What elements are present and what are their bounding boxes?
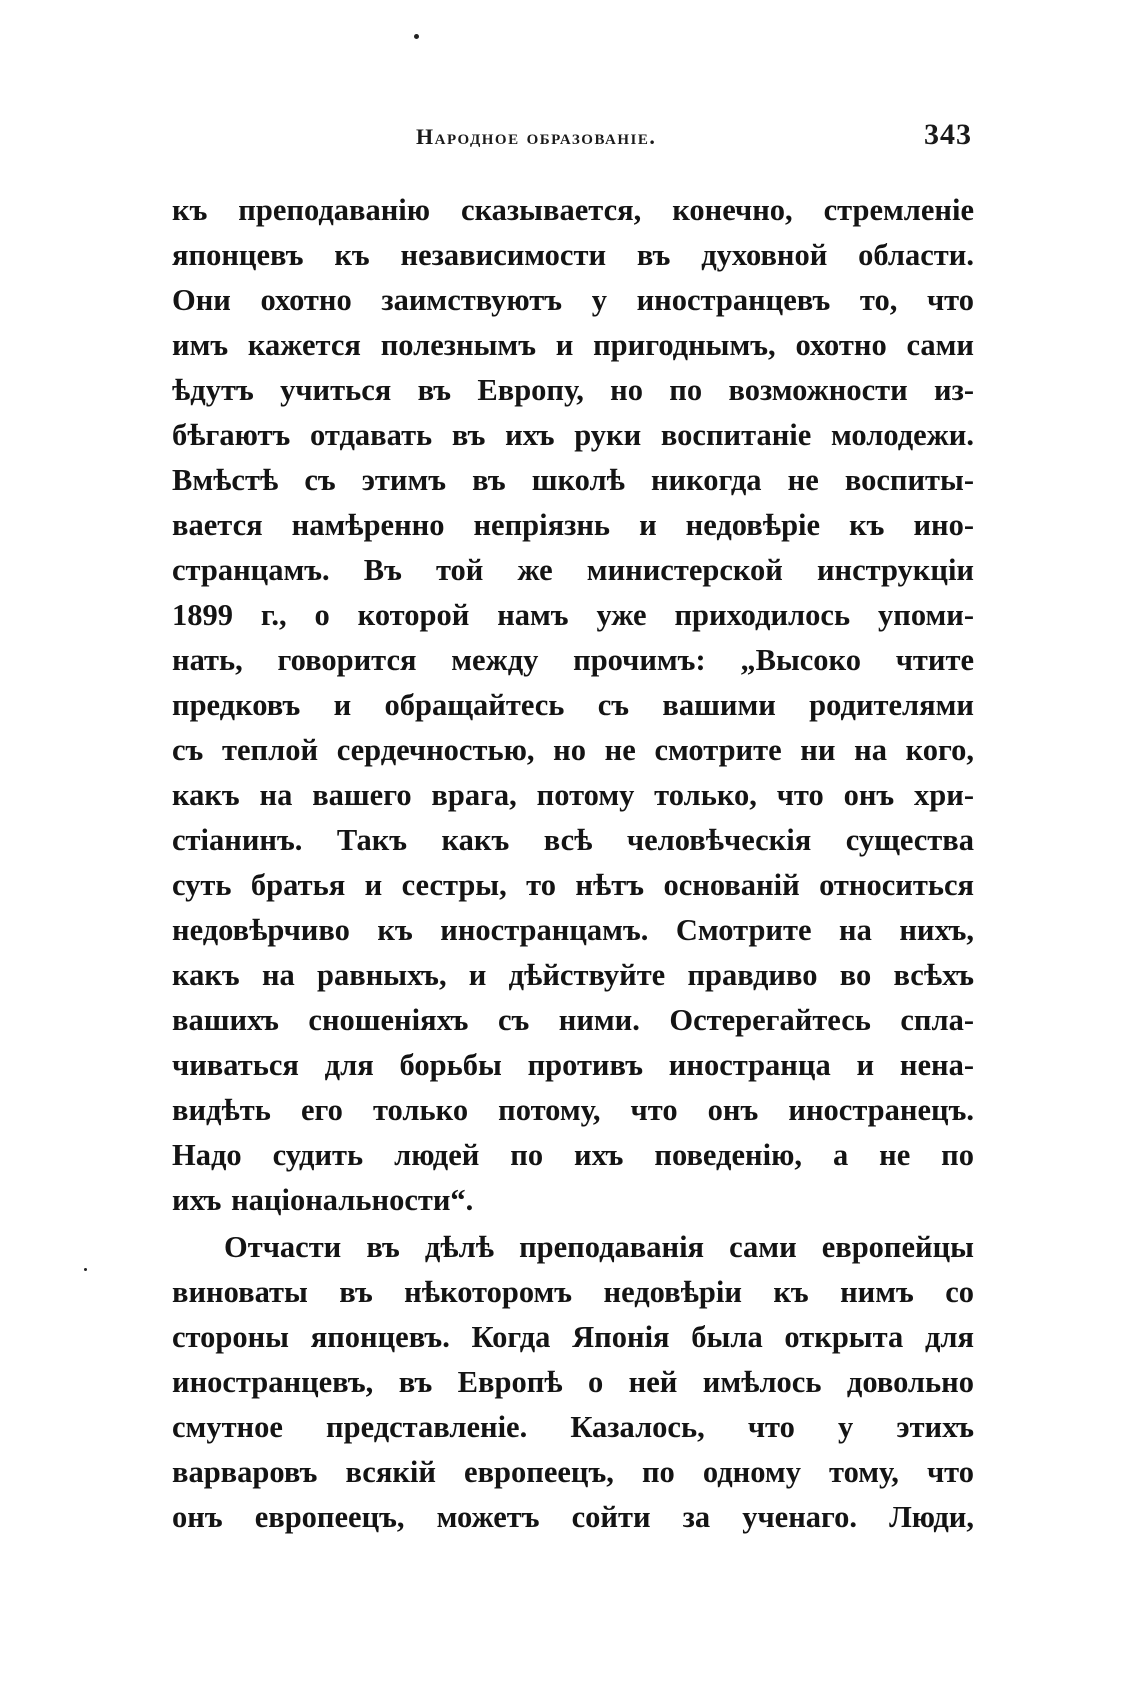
text-line: 1899 г., о которой намъ уже приходилось упоми-: [172, 598, 974, 632]
text-line: стороны японцевъ. Когда Японія была открыта для: [172, 1320, 974, 1354]
text-line: къ преподаванію сказывается, конечно, стремленіе: [172, 193, 974, 227]
body-text: [172, 188, 974, 1540]
text-line: онъ европеецъ, можетъ сойти за ученаго. Люди,: [172, 1500, 974, 1534]
text-line: видѣть его только потому, что онъ иностранецъ.: [172, 1093, 974, 1127]
text-line: виноваты въ нѣкоторомъ недовѣріи къ нимъ со: [172, 1275, 974, 1309]
ink-dot: [414, 34, 419, 39]
text-line: предковъ и обращайтесь съ вашими родителями: [172, 688, 974, 722]
text-line: Отчасти въ дѣлѣ преподаванія сами европейцы: [224, 1230, 974, 1264]
text-line: японцевъ къ независимости въ духовной области.: [172, 238, 974, 272]
running-title: Народное образованіе.: [416, 124, 657, 149]
paragraph-2: [172, 1225, 974, 1540]
text-line: странцамъ. Въ той же министерской инструкціи: [172, 553, 974, 587]
text-line: имъ кажется полезнымъ и пригоднымъ, охотно сами: [172, 328, 974, 362]
text-line: какъ на равныхъ, и дѣйствуйте правдиво во всѣхъ: [172, 958, 974, 992]
text-line: какъ на вашего врага, потому только, что онъ хри-: [172, 778, 974, 812]
text-line: суть братья и сестры, то нѣтъ основаній относиться: [172, 868, 974, 902]
text-line: ихъ національности“.: [172, 1183, 474, 1217]
text-line: Вмѣстѣ съ этимъ въ школѣ никогда не воспиты-: [172, 463, 974, 497]
text-line: стіанинъ. Такъ какъ всѣ человѣческія существа: [172, 823, 974, 857]
paragraph-1: [172, 188, 974, 1223]
margin-mark: [84, 1268, 87, 1271]
page-number: 343: [924, 118, 972, 151]
text-line: ѣдутъ учиться въ Европу, но по возможности из-: [172, 373, 974, 407]
text-line: чиваться для борьбы противъ иностранца и нена-: [172, 1048, 974, 1082]
text-line: иностранцевъ, въ Европѣ о ней имѣлось довольно: [172, 1365, 974, 1399]
text-line: вается намѣренно непріязнь и недовѣріе къ ино-: [172, 508, 974, 542]
text-line: вашихъ сношеніяхъ съ ними. Остерегайтесь спла-: [172, 1003, 974, 1037]
running-header: [172, 118, 972, 168]
text-line: Надо судить людей по ихъ поведенію, а не по: [172, 1138, 974, 1172]
text-line: смутное представленіе. Казалось, что у этихъ: [172, 1410, 974, 1444]
text-line: Они охотно заимствуютъ у иностранцевъ то, что: [172, 283, 974, 317]
text-line: нать, говорится между прочимъ: „Высоко чтите: [172, 643, 974, 677]
text-line: варваровъ всякій европеецъ, по одному тому, что: [172, 1455, 974, 1489]
text-line: съ теплой сердечностью, но не смотрите ни на кого,: [172, 733, 974, 767]
text-line: бѣгаютъ отдавать въ ихъ руки воспитаніе молодежи.: [172, 418, 974, 452]
text-line: недовѣрчиво къ иностранцамъ. Смотрите на нихъ,: [172, 913, 974, 947]
